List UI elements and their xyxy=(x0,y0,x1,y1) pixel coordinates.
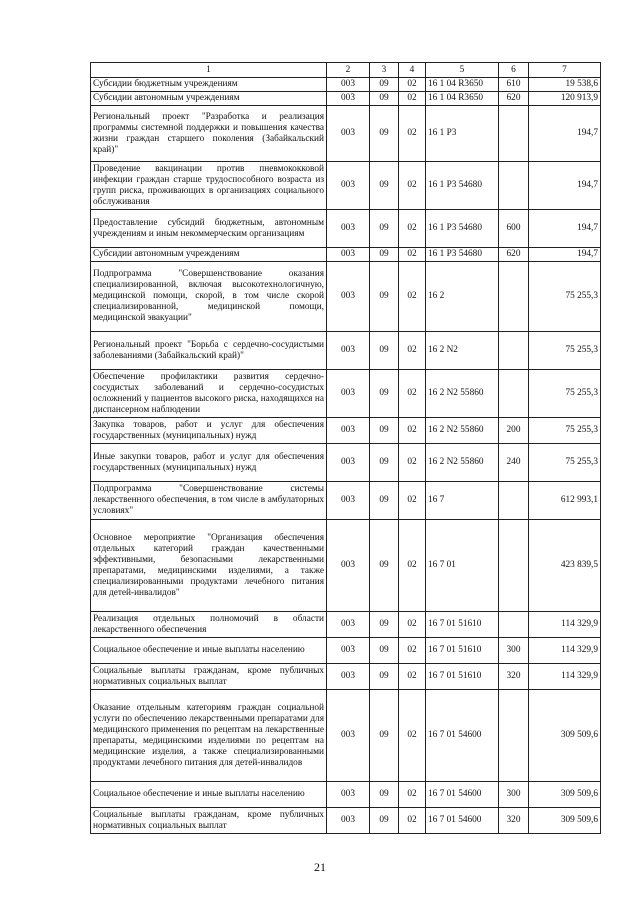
row-ved: 003 xyxy=(327,782,370,808)
row-name: Проведение вакцинации против пневмококковой инфекции граждан старше трудоспособного возраста из групп риска, проживающих в организациях социального обслуживания xyxy=(91,162,327,210)
row-sum: 194,7 xyxy=(529,210,601,248)
table-row xyxy=(91,638,601,664)
row-csr: 16 1 04 R3650 xyxy=(426,78,499,92)
row-name: Субсидии автономным учреждениям xyxy=(91,92,327,106)
table-row xyxy=(91,78,601,92)
page-number: 21 xyxy=(314,860,326,874)
row-csr: 16 2 N2 55860 xyxy=(426,444,499,482)
row-rz: 09 xyxy=(370,106,399,162)
table-row xyxy=(91,482,601,520)
row-pr: 02 xyxy=(399,418,426,444)
budget-table xyxy=(90,62,601,834)
row-vr: 300 xyxy=(499,782,529,808)
row-pr: 02 xyxy=(399,106,426,162)
table-row xyxy=(91,106,601,162)
row-csr: 16 2 N2 55860 xyxy=(426,370,499,418)
row-pr: 02 xyxy=(399,482,426,520)
row-name: Закупка товаров, работ и услуг для обеспечения государственных (муниципальных) нужд xyxy=(91,418,327,444)
row-sum: 309 509,6 xyxy=(529,808,601,834)
column-header: 5 xyxy=(426,63,499,78)
table-row xyxy=(91,262,601,332)
row-vr: 620 xyxy=(499,92,529,106)
row-rz: 09 xyxy=(370,690,399,782)
row-sum: 75 255,3 xyxy=(529,262,601,332)
row-csr: 16 1 P3 54680 xyxy=(426,162,499,210)
row-csr: 16 1 P3 xyxy=(426,106,499,162)
row-ved: 003 xyxy=(327,262,370,332)
table-row xyxy=(91,664,601,690)
row-name: Реализация отдельных полномочий в области лекарственного обеспечения xyxy=(91,612,327,638)
row-rz: 09 xyxy=(370,262,399,332)
row-csr: 16 2 N2 xyxy=(426,332,499,370)
row-name: Обеспечение профилактики развития сердечно-сосудистых заболеваний и сердечно-сосудистых осложнений у пациентов высокого риска, находящихся на диспансерном наблюдении xyxy=(91,370,327,418)
table-row xyxy=(91,370,601,418)
table-row xyxy=(91,418,601,444)
table-row xyxy=(91,444,601,482)
row-vr xyxy=(499,690,529,782)
column-header: 1 xyxy=(91,63,327,78)
row-rz: 09 xyxy=(370,808,399,834)
row-csr: 16 7 01 51610 xyxy=(426,664,499,690)
row-pr: 02 xyxy=(399,248,426,262)
row-sum: 194,7 xyxy=(529,248,601,262)
row-rz: 09 xyxy=(370,444,399,482)
row-name: Иные закупки товаров, работ и услуг для обеспечения государственных (муниципальных) нужд xyxy=(91,444,327,482)
row-ved: 003 xyxy=(327,690,370,782)
row-csr: 16 7 01 51610 xyxy=(426,638,499,664)
row-vr xyxy=(499,162,529,210)
row-ved: 003 xyxy=(327,612,370,638)
table-row xyxy=(91,92,601,106)
row-rz: 09 xyxy=(370,248,399,262)
row-csr: 16 1 04 R3650 xyxy=(426,92,499,106)
table-row xyxy=(91,520,601,612)
row-sum: 75 255,3 xyxy=(529,444,601,482)
row-sum: 75 255,3 xyxy=(529,332,601,370)
row-vr xyxy=(499,482,529,520)
row-sum: 114 329,9 xyxy=(529,612,601,638)
row-sum: 75 255,3 xyxy=(529,418,601,444)
row-pr: 02 xyxy=(399,444,426,482)
row-name: Основное мероприятие "Организация обеспечения отдельных категорий граждан качественными эффективными, безопасными лекарственными препаратами, медицинскими изделиями, а также специализированными продуктами лечебного питания для детей-инвалидов" xyxy=(91,520,327,612)
row-pr: 02 xyxy=(399,78,426,92)
row-ved: 003 xyxy=(327,444,370,482)
row-sum: 120 913,9 xyxy=(529,92,601,106)
row-csr: 16 7 01 xyxy=(426,520,499,612)
row-rz: 09 xyxy=(370,332,399,370)
row-rz: 09 xyxy=(370,612,399,638)
row-name: Предоставление субсидий бюджетным, автономным учреждениям и иным некоммерческим организациям xyxy=(91,210,327,248)
row-pr: 02 xyxy=(399,332,426,370)
row-sum: 612 993,1 xyxy=(529,482,601,520)
row-sum: 194,7 xyxy=(529,106,601,162)
row-sum: 19 538,6 xyxy=(529,78,601,92)
row-rz: 09 xyxy=(370,782,399,808)
row-sum: 114 329,9 xyxy=(529,638,601,664)
row-vr xyxy=(499,612,529,638)
row-pr: 02 xyxy=(399,262,426,332)
row-name: Региональный проект "Разработка и реализация программы системной поддержки и повышения качества жизни граждан старшего поколения (Забайкальский край)" xyxy=(91,106,327,162)
row-pr: 02 xyxy=(399,782,426,808)
row-vr xyxy=(499,370,529,418)
row-rz: 09 xyxy=(370,162,399,210)
row-rz: 09 xyxy=(370,92,399,106)
row-pr: 02 xyxy=(399,210,426,248)
header-row xyxy=(91,63,601,78)
row-ved: 003 xyxy=(327,664,370,690)
row-ved: 003 xyxy=(327,370,370,418)
row-pr: 02 xyxy=(399,664,426,690)
row-name: Социальное обеспечение и иные выплаты населению xyxy=(91,782,327,808)
row-pr: 02 xyxy=(399,92,426,106)
row-rz: 09 xyxy=(370,520,399,612)
row-vr: 620 xyxy=(499,248,529,262)
row-pr: 02 xyxy=(399,162,426,210)
row-vr xyxy=(499,262,529,332)
row-ved: 003 xyxy=(327,482,370,520)
row-rz: 09 xyxy=(370,638,399,664)
row-vr: 610 xyxy=(499,78,529,92)
table-row xyxy=(91,162,601,210)
table-row xyxy=(91,782,601,808)
row-pr: 02 xyxy=(399,370,426,418)
column-header: 6 xyxy=(499,63,529,78)
row-ved: 003 xyxy=(327,332,370,370)
row-name: Региональный проект "Борьба с сердечно-сосудистыми заболеваниями (Забайкальский край)" xyxy=(91,332,327,370)
row-ved: 003 xyxy=(327,418,370,444)
table-row xyxy=(91,332,601,370)
row-ved: 003 xyxy=(327,520,370,612)
table-body xyxy=(91,78,601,834)
row-csr: 16 1 P3 54680 xyxy=(426,210,499,248)
row-csr: 16 2 xyxy=(426,262,499,332)
row-csr: 16 7 xyxy=(426,482,499,520)
row-rz: 09 xyxy=(370,418,399,444)
row-ved: 003 xyxy=(327,78,370,92)
row-rz: 09 xyxy=(370,664,399,690)
row-csr: 16 7 01 54600 xyxy=(426,782,499,808)
row-sum: 114 329,9 xyxy=(529,664,601,690)
row-vr: 200 xyxy=(499,418,529,444)
row-vr: 320 xyxy=(499,808,529,834)
row-csr: 16 1 P3 54680 xyxy=(426,248,499,262)
row-rz: 09 xyxy=(370,78,399,92)
row-sum: 423 839,5 xyxy=(529,520,601,612)
column-header: 4 xyxy=(399,63,426,78)
row-vr: 240 xyxy=(499,444,529,482)
row-rz: 09 xyxy=(370,482,399,520)
row-vr xyxy=(499,106,529,162)
table-row xyxy=(91,690,601,782)
table-row xyxy=(91,248,601,262)
row-ved: 003 xyxy=(327,638,370,664)
table-row xyxy=(91,808,601,834)
row-sum: 194,7 xyxy=(529,162,601,210)
row-rz: 09 xyxy=(370,370,399,418)
row-pr: 02 xyxy=(399,690,426,782)
row-pr: 02 xyxy=(399,638,426,664)
row-pr: 02 xyxy=(399,520,426,612)
row-csr: 16 2 N2 55860 xyxy=(426,418,499,444)
row-vr: 300 xyxy=(499,638,529,664)
row-sum: 75 255,3 xyxy=(529,370,601,418)
row-ved: 003 xyxy=(327,106,370,162)
column-header: 7 xyxy=(529,63,601,78)
row-vr: 600 xyxy=(499,210,529,248)
row-name: Социальные выплаты гражданам, кроме публичных нормативных социальных выплат xyxy=(91,808,327,834)
row-ved: 003 xyxy=(327,92,370,106)
column-header: 3 xyxy=(370,63,399,78)
row-name: Подпрограмма "Совершенствование оказания специализированной, включая высокотехнологичную, медицинской помощи, скорой, в том числе скорой специализированной, медицинской помощи, медицинской эвакуации" xyxy=(91,262,327,332)
row-name: Субсидии бюджетным учреждениям xyxy=(91,78,327,92)
row-sum: 309 509,6 xyxy=(529,782,601,808)
row-vr xyxy=(499,520,529,612)
row-vr: 320 xyxy=(499,664,529,690)
row-ved: 003 xyxy=(327,162,370,210)
row-sum: 309 509,6 xyxy=(529,690,601,782)
column-header: 2 xyxy=(327,63,370,78)
row-name: Подпрограмма "Совершенствование системы лекарственного обеспечения, в том числе в амбулаторных условиях" xyxy=(91,482,327,520)
table-row xyxy=(91,210,601,248)
row-pr: 02 xyxy=(399,612,426,638)
row-pr: 02 xyxy=(399,808,426,834)
row-ved: 003 xyxy=(327,210,370,248)
row-name: Социальное обеспечение и иные выплаты населению xyxy=(91,638,327,664)
row-name: Субсидии автономным учреждениям xyxy=(91,248,327,262)
row-csr: 16 7 01 54600 xyxy=(426,808,499,834)
row-name: Оказание отдельным категориям граждан социальной услуги по обеспечению лекарственными препаратами для медицинского применения по рецептам на лекарственные препараты, медицинскими изделиями по рецептам на медицинские изделия, а также специализированными продуктами лечебного питания для детей-инвалидов xyxy=(91,690,327,782)
row-rz: 09 xyxy=(370,210,399,248)
table-row xyxy=(91,612,601,638)
row-csr: 16 7 01 54600 xyxy=(426,690,499,782)
row-name: Социальные выплаты гражданам, кроме публичных нормативных социальных выплат xyxy=(91,664,327,690)
row-vr xyxy=(499,332,529,370)
row-ved: 003 xyxy=(327,248,370,262)
row-ved: 003 xyxy=(327,808,370,834)
row-csr: 16 7 01 51610 xyxy=(426,612,499,638)
